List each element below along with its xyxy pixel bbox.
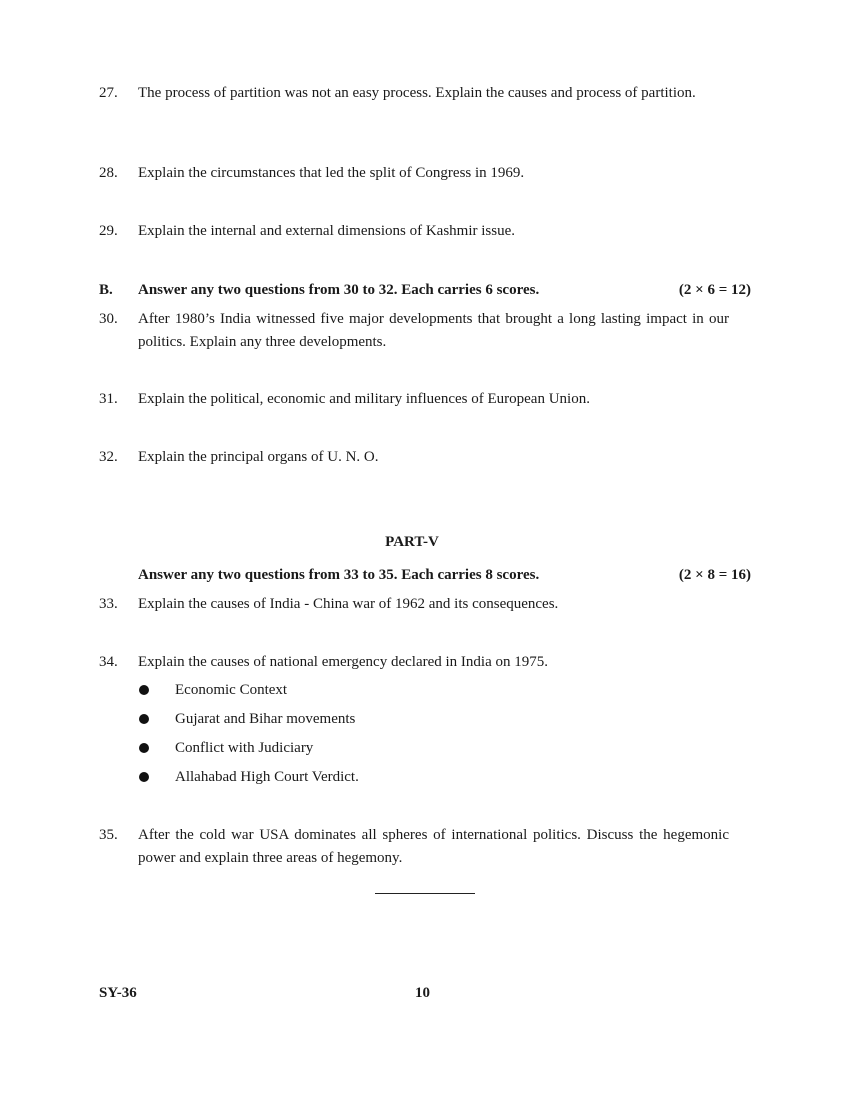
question-number: 31.	[99, 391, 118, 407]
question-text: After 1980’s India witnessed five major developments that brought a long lasting impact in our politics. Explain any three developments.	[138, 311, 729, 350]
question-number: 28.	[99, 165, 118, 181]
question-31	[99, 388, 729, 411]
question-text: Explain the causes of India - China war of 1962 and its consequences.	[138, 596, 559, 612]
question-27	[99, 82, 729, 105]
section-marks: (2 × 8 = 16)	[678, 567, 751, 583]
question-text: Explain the internal and external dimensions of Kashmir issue.	[138, 223, 515, 239]
list-item-text: Conflict with Judiciary	[175, 740, 314, 756]
question-number: 33.	[99, 596, 118, 612]
question-34	[99, 651, 729, 674]
section-instruction: Answer any two questions from 33 to 35. Each carries 8 scores.	[138, 567, 540, 583]
bullet-icon	[139, 714, 149, 724]
list-item	[138, 766, 359, 795]
bullet-icon	[139, 685, 149, 695]
footer-code: SY-36	[99, 985, 137, 1001]
question-33	[99, 593, 729, 616]
question-text: Explain the principal organs of U. N. O.	[138, 449, 379, 465]
question-30	[99, 308, 729, 353]
list-item-text: Gujarat and Bihar movements	[175, 711, 356, 727]
question-text: After the cold war USA dominates all spheres of international politics. Discuss the hegemonic power and explain three areas of hegemony.	[138, 827, 729, 866]
question-28	[99, 162, 729, 185]
list-item-text: Allahabad High Court Verdict.	[175, 769, 359, 785]
question-number: 35.	[99, 827, 118, 843]
list-item	[138, 737, 359, 766]
question-number: 27.	[99, 85, 118, 101]
question-29	[99, 220, 729, 243]
bullet-list	[138, 679, 359, 795]
question-text: The process of partition was not an easy process. Explain the causes and process of partition.	[138, 85, 696, 101]
section-label: B.	[99, 282, 113, 298]
question-number: 30.	[99, 311, 118, 327]
list-item-text: Economic Context	[175, 682, 288, 698]
question-number: 34.	[99, 654, 118, 670]
question-number: 29.	[99, 223, 118, 239]
page-number: 10	[415, 985, 430, 1001]
section-instruction: Answer any two questions from 30 to 32. Each carries 6 scores.	[138, 282, 540, 298]
question-32	[99, 446, 729, 469]
question-text: Explain the political, economic and military influences of European Union.	[138, 391, 590, 407]
question-number: 32.	[99, 449, 118, 465]
part-title: PART-V	[385, 534, 439, 550]
question-text: Explain the circumstances that led the split of Congress in 1969.	[138, 165, 525, 181]
end-divider	[375, 893, 475, 894]
question-35	[99, 824, 729, 869]
list-item	[138, 708, 359, 737]
bullet-icon	[139, 772, 149, 782]
question-text: Explain the causes of national emergency declared in India on 1975.	[138, 654, 548, 670]
bullet-icon	[139, 743, 149, 753]
list-item	[138, 679, 359, 708]
section-marks: (2 × 6 = 12)	[678, 282, 751, 298]
